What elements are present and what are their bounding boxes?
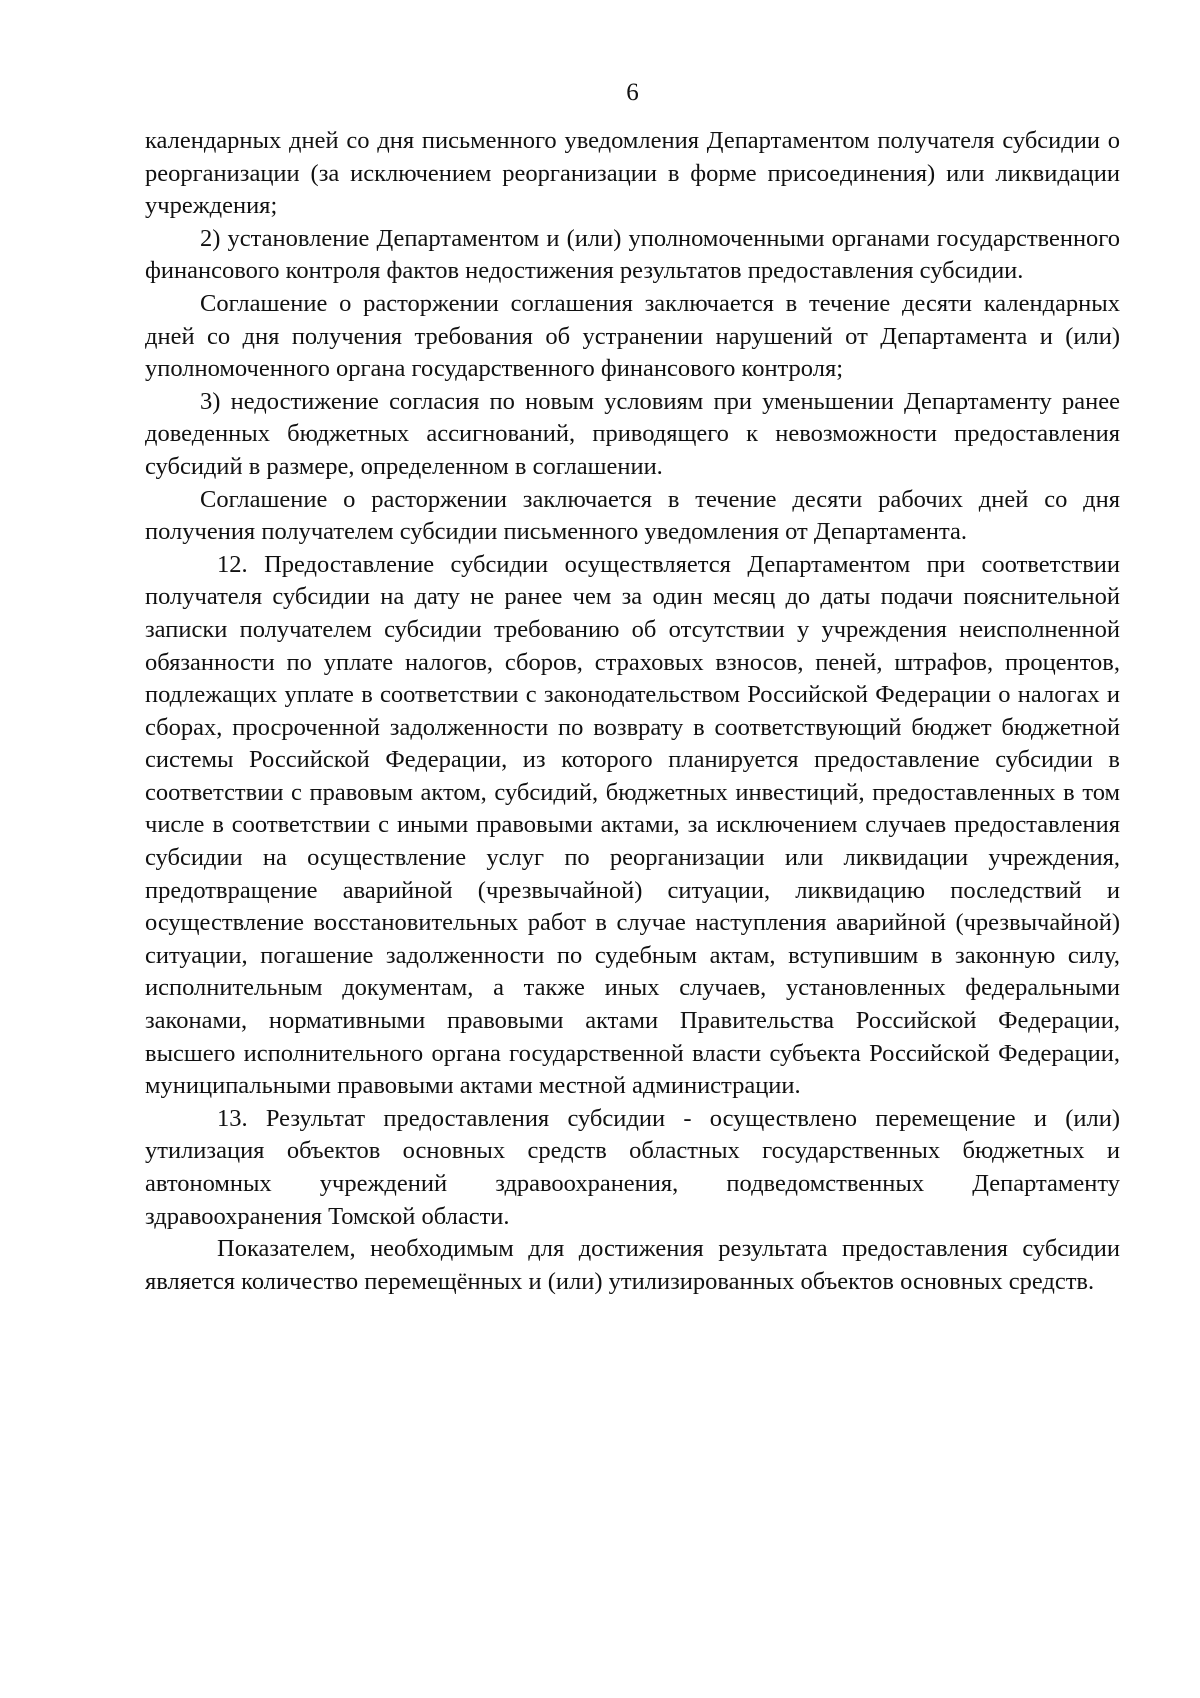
paragraph-termination-terms: Соглашение о расторжении заключается в течение десяти рабочих дней со дня получения получателем субсидии письменного уведомления от Департамента. bbox=[145, 485, 1120, 546]
paragraph-item-3: 3) недостижение согласия по новым условиям при уменьшении Департаменту ранее доведенных бюджетных ассигнований, приводящего к невозможности предоставления субсидий в размере, определенном в соглашении. bbox=[145, 387, 1120, 480]
paragraph-item-2: 2) установление Департаментом и (или) уполномоченными органами государственного финансового контроля фактов недостижения результатов предоставления субсидии. bbox=[145, 224, 1120, 285]
paragraph-clause-12: 12. Предоставление субсидии осуществляется Департаментом при соответствии получателя субсидии на дату не ранее чем за один месяц до даты подачи пояснительной записки получателем субсидии требованию об отсутствии у учреждения неисполненной обязанности по уплате налогов, сборов, страховых взносов, пеней, штрафов, процентов, подлежащих уплате в соответствии с законодательством Российской Федерации о налогах и сборах, просроченной задолженности по возврату в соответствующий бюджет бюджетной системы Российской Федерации, из которого планируется предоставление субсидии в соответствии с правовым актом, субсидий, бюджетных инвестиций, предоставленных в том числе в соответствии с иными правовыми актами, за исключением случаев предоставления субсидии на осуществление услуг по реорганизации или ликвидации учреждения, предотвращение аварийной (чрезвычайной) ситуации, ликвидацию последствий и осуществление восстановительных работ в случае наступления аварийной (чрезвычайной) ситуации, погашение задолженности по судебным актам, вступившим в законную силу, исполнительным документам, а также иных случаев, установленных федеральными законами, нормативными правовыми актами Правительства Российской Федерации, высшего исполнительного органа государственной власти субъекта Российской Федерации, муниципальными правовыми актами местной администрации. bbox=[145, 550, 1120, 1100]
paragraph-termination-agreement: Соглашение о расторжении соглашения заключается в течение десяти календарных дней со дня получения требования об устранении нарушений от Департамента и (или) уполномоченного органа государственного финансового контроля; bbox=[145, 289, 1120, 383]
paragraph-continuation: календарных дней со дня письменного уведомления Департаментом получателя субсидии о реорганизации (за исключением реорганизации в форме присоединения) или ликвидации учреждения; bbox=[145, 127, 1120, 220]
paragraph-indicator: Показателем, необходимым для достижения результата предоставления субсидии является количество перемещённых и (или) утилизированных объектов основных средств. bbox=[145, 1235, 1120, 1295]
page-number: 6 bbox=[626, 79, 639, 106]
paragraph-clause-13: 13. Результат предоставления субсидии - осуществлено перемещение и (или) утилизация объектов основных средств областных государственных бюджетных и автономных учреждений здравоохранения, подведомственных Департаменту здравоохранения Томской области. bbox=[145, 1104, 1120, 1230]
document-page bbox=[145, 78, 1120, 1298]
